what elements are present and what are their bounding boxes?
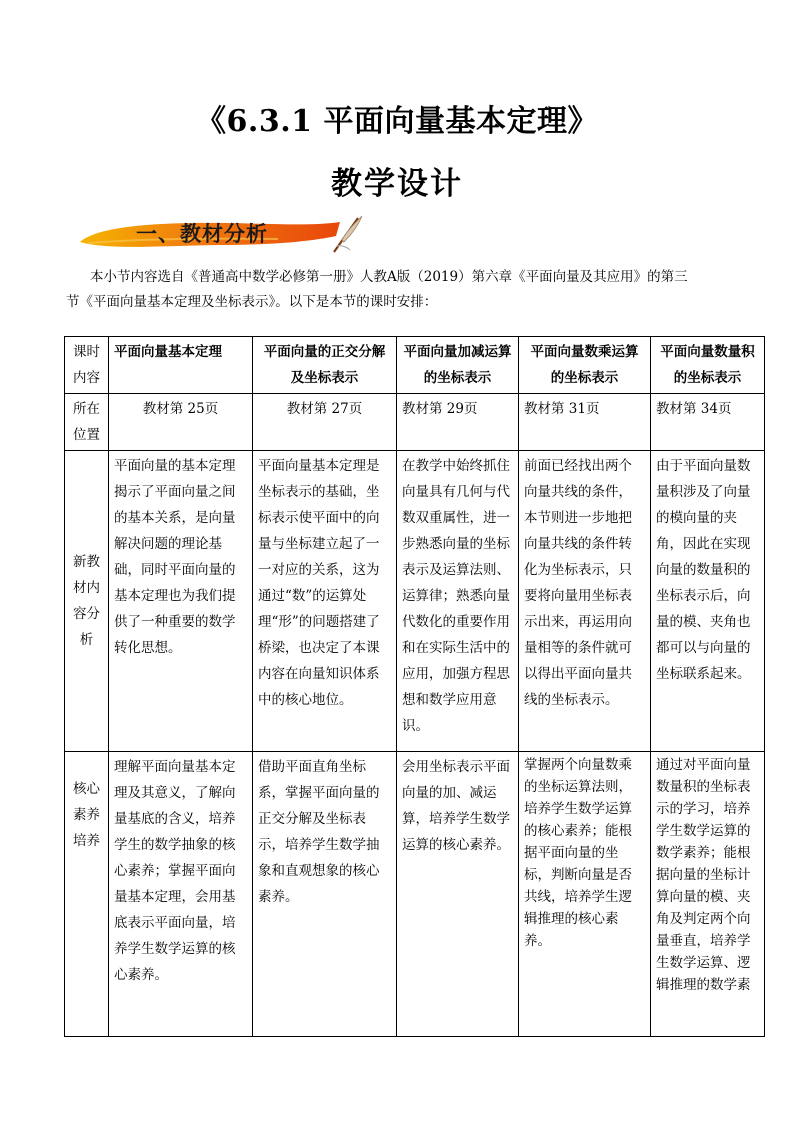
core-literacy-cell: 借助平面直角坐标系，掌握平面向量的正交分解及坐标表示，培养学生数学抽象和直观想象的核心素养。 — [253, 752, 397, 1037]
page-location: 教材第 27页 — [253, 394, 397, 451]
intro-line-2: 节《平面向量基本定理及坐标表示》。以下是本节的课时安排： — [66, 294, 438, 310]
section-heading: 一、教材分析 — [136, 222, 268, 246]
lesson-title: 平面向量加减运算的坐标表示 — [397, 337, 519, 394]
lesson-title: 平面向量数乘运算的坐标表示 — [519, 337, 651, 394]
core-literacy-cell: 通过对平面向量数量积的坐标表示的学习，培养学生数学运算的数学素养；能根据向量的坐标计算向量的模、夹角及判定两个向量垂直，培养学生数学运算、逻辑推理的数学素 — [651, 752, 765, 1037]
row-header-core: 核心素养培养 — [65, 752, 109, 1037]
quill-icon — [328, 212, 368, 256]
row-header-position: 所在位置 — [65, 394, 109, 451]
lesson-title: 平面向量数量积的坐标表示 — [651, 337, 765, 394]
analysis-cell: 平面向量的基本定理揭示了平面向量之间的基本关系，是向量解决问题的理论基础，同时平面向量的基本定理也为我们提供了一种重要的数学转化思想。 — [109, 451, 253, 752]
row-header-lesson: 课时内容 — [65, 337, 109, 394]
analysis-cell: 平面向量基本定理是坐标表示的基础，坐标表示使平面中的向量与坐标建立起了一一对应的关系，这为通过“数”的运算处理“形”的问题搭建了桥梁，也决定了本课内容在向量知识体系中的核心地位。 — [253, 451, 397, 752]
page-location: 教材第 29页 — [397, 394, 519, 451]
table-row — [65, 337, 765, 394]
lesson-title: 平面向量的正交分解及坐标表示 — [253, 337, 397, 394]
analysis-cell: 前面已经找出两个向量共线的条件，本节则进一步地把向量共线的条件转化为坐标表示，只要将向量用坐标表示出来，再运用向量相等的条件就可以得出平面向量共线的坐标表示。 — [519, 451, 651, 752]
section-banner — [78, 212, 368, 256]
table-row — [65, 394, 765, 451]
lesson-plan-table — [64, 336, 765, 1037]
page-location: 教材第 25页 — [109, 394, 253, 451]
document-title: 《6.3.1 平面向量基本定理》 — [196, 104, 598, 139]
core-literacy-cell: 理解平面向量基本定理及其意义，了解向量基底的含义，培养学生的数学抽象的核心素养；掌握平面向量基本定理，会用基底表示平面向量，培养学生数学运算的核心素养。 — [109, 752, 253, 1037]
page-location: 教材第 31页 — [519, 394, 651, 451]
table-row — [65, 451, 765, 752]
intro-line-1: 本小节内容选自《普通高中数学必修第一册》人教A版（2019）第六章《平面向量及其应用》的第三 — [90, 269, 688, 285]
core-literacy-cell: 掌握两个向量数乘的坐标运算法则，培养学生数学运算的核心素养；能根据平面向量的坐标，判断向量是否共线，培养学生逻辑推理的核心素养。 — [519, 752, 651, 1037]
table-row — [65, 752, 765, 1037]
lesson-title: 平面向量基本定理 — [109, 337, 253, 394]
core-literacy-cell: 会用坐标表示平面向量的加、减运算，培养学生数学运算的核心素养。 — [397, 752, 519, 1037]
page-location: 教材第 34页 — [651, 394, 765, 451]
analysis-cell: 由于平面向量数量积涉及了向量的模向量的夹角，因此在实现向量的数量积的坐标表示后，向量的模、夹角也都可以与向量的坐标联系起来。 — [651, 451, 765, 752]
analysis-cell: 在教学中始终抓住向量具有几何与代数双重属性，进一步熟悉向量的坐标表示及运算法则、运算律；熟悉向量代数化的重要作用和在实际生活中的应用，加强方程思想和数学应用意识。 — [397, 451, 519, 752]
row-header-analysis: 新教材内容分析 — [65, 451, 109, 752]
document-subtitle: 教学设计 — [331, 166, 463, 202]
